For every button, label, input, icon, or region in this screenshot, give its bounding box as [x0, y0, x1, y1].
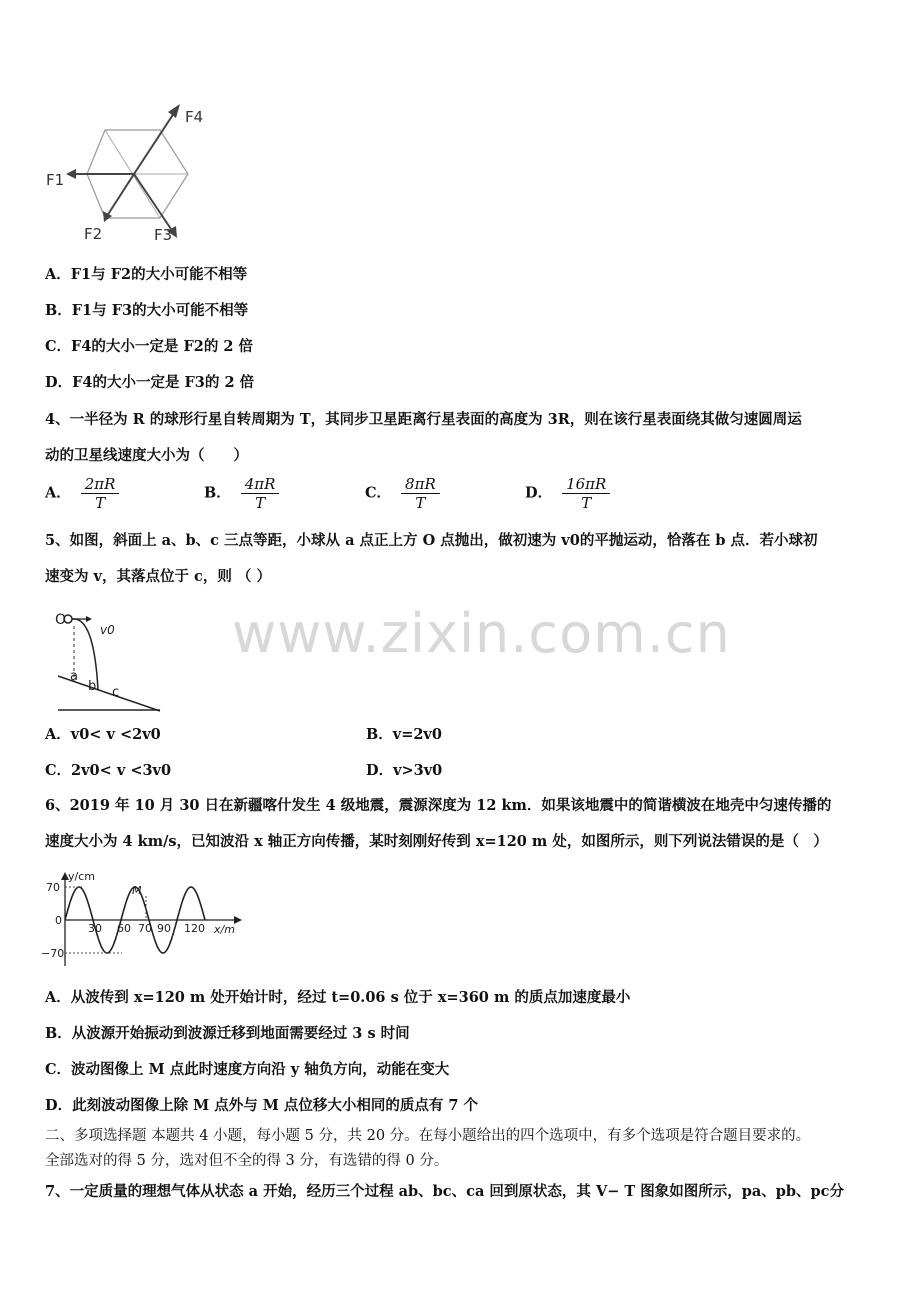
q6-stem-line1: 6、2019 年 10 月 30 日在新疆喀什发生 4 级地震，震源深度为 12 km．如果该地震中的简谐横波在地壳中匀速传播的 — [45, 797, 832, 814]
option-letter: B． — [45, 302, 72, 319]
q3-option-c — [45, 337, 253, 357]
option-text: v0< v <2v0 — [70, 726, 161, 743]
projectile-incline-figure — [50, 606, 170, 716]
f3-label: F3 — [154, 226, 173, 244]
option-letter: C． — [45, 1061, 72, 1078]
f4-arrow — [134, 110, 176, 174]
option-letter: D． — [525, 484, 553, 502]
q6-option-a — [45, 988, 630, 1008]
f2-arrowhead — [103, 211, 112, 222]
option-letter: B． — [366, 726, 393, 743]
v0-arrowhead — [86, 616, 92, 622]
f2-label: F2 — [84, 225, 103, 243]
option-text: 从波传到 x=120 m 处开始计时，经过 t=0.06 s 位于 x=360 m 的质点加速度最小 — [70, 989, 631, 1006]
option-letter: C． — [365, 484, 392, 502]
y-axis-label: y/cm — [68, 870, 95, 883]
option-letter: A． — [45, 484, 71, 502]
fraction-numerator: 16πR — [562, 475, 610, 494]
q6-option-c — [45, 1060, 449, 1080]
q5-option-c — [45, 761, 171, 781]
label-v0: v0 — [100, 623, 115, 637]
option-text: v=2v0 — [392, 726, 442, 743]
section2-heading-line2: 全部选对的得 5 分，选对但不全的得 3 分，有选错的得 0 分。 — [45, 1153, 449, 1169]
q4-option-a — [45, 475, 119, 512]
y-tick-0: 0 — [55, 914, 62, 927]
option-letter: A． — [45, 726, 71, 743]
fraction-numerator: 4πR — [241, 475, 280, 494]
fraction-denominator: T — [581, 494, 592, 512]
option-text: 2v0< v <3v0 — [71, 762, 172, 779]
option-letter: B． — [45, 1025, 72, 1042]
x-tick: 60 — [117, 922, 131, 935]
label-b: b — [88, 679, 97, 694]
q3-option-a — [45, 265, 247, 285]
option-text: F1与 F3的大小可能不相等 — [71, 302, 249, 319]
option-letter: C． — [45, 338, 72, 355]
option-text: 此刻波动图像上除 M 点外与 M 点位移大小相同的质点有 7 个 — [72, 1097, 479, 1114]
label-o: O — [55, 612, 67, 628]
option-letter: D． — [366, 762, 394, 779]
q3-option-b — [45, 301, 248, 321]
x-tick: 70 — [138, 922, 152, 935]
q5-option-d — [366, 761, 442, 781]
option-letter: D． — [45, 374, 73, 391]
q4-option-d — [525, 475, 610, 512]
fraction — [241, 475, 280, 512]
section2-heading-line1: 二、多项选择题 本题共 4 小题，每小题 5 分，共 20 分。在每小题给出的四个选项中，有多个选项是符合题目要求的。 — [45, 1128, 811, 1144]
option-text: F4的大小一定是 F2的 2 倍 — [71, 338, 254, 355]
fraction-denominator: T — [95, 494, 106, 512]
fraction-numerator: 2πR — [81, 475, 120, 494]
y-tick-minus70: −70 — [41, 947, 65, 960]
q4-stem-line1: 4、一半径为 R 的球形行星自转周期为 T，其同步卫星距离行星表面的高度为 3R，则在该行星表面绕其做匀速圆周运 — [45, 411, 802, 428]
q4-option-b — [204, 475, 279, 512]
option-text: v>3v0 — [393, 762, 443, 779]
f3-arrow — [134, 174, 173, 232]
q7-stem-line1: 7、一定质量的理想气体从状态 a 开始，经历三个过程 ab、bc、ca 回到原状态，其 V− T 图象如图所示，pa、pb、pc分 — [45, 1183, 845, 1200]
option-text: F1与 F2的大小可能不相等 — [70, 266, 248, 283]
fraction-denominator: T — [415, 494, 426, 512]
fraction-denominator: T — [255, 494, 266, 512]
q3-option-d — [45, 373, 254, 393]
f1-label: F1 — [46, 171, 65, 189]
q5-stem-line1: 5、如图，斜面上 a、b、c 三点等距，小球从 a 点正上方 O 点抛出，做初速为 v0的平抛运动，恰落在 b 点．若小球初 — [45, 532, 818, 549]
fraction-numerator: 8πR — [401, 475, 440, 494]
x-tick: 90 — [157, 922, 171, 935]
watermark: www.zixin.com.cn — [232, 602, 731, 665]
x-axis-arrowhead — [234, 916, 242, 924]
option-text: 从波源开始振动到波源迁移到地面需要经过 3 s 时间 — [71, 1025, 410, 1042]
x-axis-label: x/m — [214, 923, 235, 936]
wave-graph-figure — [30, 866, 250, 976]
f2-arrow — [107, 174, 134, 216]
q6-stem-line2: 速度大小为 4 km/s，已知波沿 x 轴正方向传播，某时刻刚好传到 x=120 m 处，如图所示，则下列说法错误的是（ ） — [45, 833, 828, 850]
q4-stem-line2: 动的卫星线速度大小为（ ） — [45, 447, 248, 464]
label-c: c — [112, 685, 120, 700]
q4-option-c — [365, 475, 440, 512]
fraction — [81, 475, 120, 512]
point-m-label: M — [132, 884, 142, 897]
fraction — [401, 475, 440, 512]
force-hexagon-figure — [40, 98, 220, 248]
f4-arrowhead — [168, 104, 180, 118]
q6-option-d — [45, 1096, 478, 1116]
label-a: a — [70, 669, 78, 684]
option-text: F4的大小一定是 F3的 2 倍 — [72, 374, 255, 391]
q5-option-a — [45, 725, 161, 745]
option-letter: D． — [45, 1097, 73, 1114]
x-tick: 120 — [184, 922, 205, 935]
fraction — [562, 475, 610, 512]
y-tick-70: 70 — [46, 881, 60, 894]
q5-stem-line2: 速变为 v，其落点位于 c，则 （ ） — [45, 568, 271, 585]
option-letter: A． — [45, 266, 71, 283]
x-tick: 30 — [88, 922, 102, 935]
q6-option-b — [45, 1024, 410, 1044]
option-letter: C． — [45, 762, 72, 779]
f1-arrowhead — [66, 169, 76, 179]
option-letter: B． — [204, 484, 231, 502]
option-letter: A． — [45, 989, 71, 1006]
f4-label: F4 — [185, 108, 204, 126]
option-text: 波动图像上 M 点此时速度方向沿 y 轴负方向，动能在变大 — [71, 1061, 450, 1078]
q5-option-b — [366, 725, 442, 745]
